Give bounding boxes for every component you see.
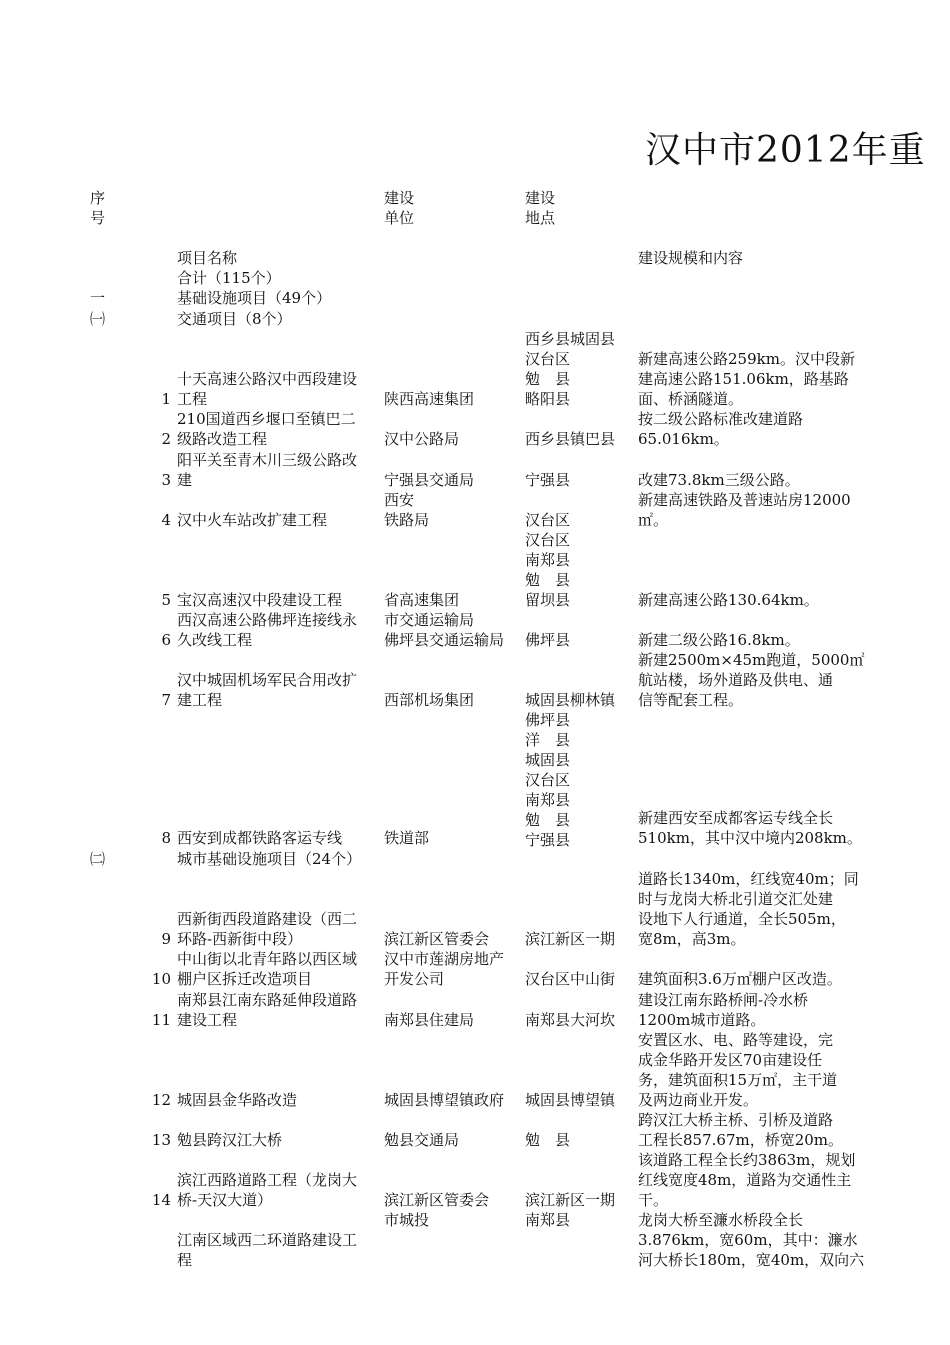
project-unit: 宁强县交通局 xyxy=(384,471,475,489)
row-number: 3 xyxy=(161,471,171,489)
project-unit: 滨江新区管委会 xyxy=(384,1191,490,1209)
header-name: 项目名称 xyxy=(177,249,238,267)
project-desc: 道路长1340m，红线宽40m；同 时与龙岗大桥北引道交汇处建 设地下人行通道，全长505m， 宽8m，高3m。 xyxy=(638,870,859,948)
project-unit: 滨江新区管委会 xyxy=(384,930,490,948)
project-location: 西乡县城固县 汉台区 勉 县 略阳县 xyxy=(525,330,616,408)
project-location: 西乡县镇巴县 xyxy=(525,430,616,448)
project-location: 汉台区 南郑县 勉 县 留坝县 xyxy=(525,531,571,609)
row-number: 14 xyxy=(151,1191,171,1209)
project-name: 汉中城固机场军民合用改扩 建工程 xyxy=(177,671,358,709)
project-location: 滨江新区一期 xyxy=(525,1191,616,1209)
row-number: 7 xyxy=(161,691,171,709)
project-name: 西安到成都铁路客运专线 xyxy=(177,829,343,847)
row-number: 4 xyxy=(161,511,171,529)
project-desc: 建设江南东路桥闸-冷水桥 1200m城市道路。 xyxy=(638,991,809,1029)
project-desc: 建筑面积3.6万㎡棚户区改造。 xyxy=(638,970,842,988)
row-number: 12 xyxy=(151,1091,171,1109)
project-location: 勉 县 xyxy=(525,1131,571,1149)
subsection-number: ㈠ xyxy=(90,310,106,328)
project-unit: 汉中市莲湖房地产 开发公司 xyxy=(384,950,505,988)
project-desc: 跨汉江大桥主桥、引桥及道路 工程长857.67m，桥宽20m。 xyxy=(638,1111,844,1149)
project-name: 210国道西乡堰口至镇巴二 级路改造工程 xyxy=(177,410,356,448)
section-number: 一 xyxy=(90,289,106,307)
subsection-number: ㈡ xyxy=(90,850,106,868)
row-number: 9 xyxy=(161,930,171,948)
project-desc: 改建73.8km三级公路。 xyxy=(638,471,800,489)
project-unit: 西部机场集团 xyxy=(384,691,475,709)
project-unit: 南郑县住建局 xyxy=(384,1011,475,1029)
project-location: 汉台区中山街 xyxy=(525,970,616,988)
project-location: 宁强县 xyxy=(525,471,571,489)
project-desc: 新建高速铁路及普速站房12000 ㎡。 xyxy=(638,491,851,529)
row-number: 13 xyxy=(151,1131,171,1149)
project-name: 汉中火车站改扩建工程 xyxy=(177,511,328,529)
page-title: 汉中市2012年重 xyxy=(645,130,926,171)
project-name: 西新街西段道路建设（西二 环路-西新街中段） xyxy=(177,910,358,948)
project-unit: 铁道部 xyxy=(384,829,430,847)
project-desc: 该道路工程全长约3863m，规划 红线宽度48m，道路为交通性主 干。 xyxy=(638,1151,856,1209)
project-location: 城固县柳林镇 xyxy=(525,691,616,709)
header-location: 建设 地点 xyxy=(525,189,556,227)
project-desc: 新建高速公路259km。汉中段新 建高速公路151.06km，路基路 面、桥涵隧道。 xyxy=(638,350,855,408)
project-location: 南郑县 xyxy=(525,1211,571,1229)
project-unit: 陕西高速集团 xyxy=(384,390,475,408)
project-desc: 按二级公路标准改建道路 65.016km。 xyxy=(638,410,804,448)
project-name: 中山街以北青年路以西区域 棚户区拆迁改造项目 xyxy=(177,950,358,988)
project-location: 南郑县大河坎 xyxy=(525,1011,616,1029)
row-number: 11 xyxy=(151,1011,171,1029)
row-number: 8 xyxy=(161,829,171,847)
project-unit: 城固县博望镇政府 xyxy=(384,1091,505,1109)
project-desc: 新建西安至成都客运专线全长 510km，其中汉中境内208km。 xyxy=(638,809,862,847)
total-row: 合计（115个） xyxy=(177,269,281,287)
project-name: 宝汉高速汉中段建设工程 xyxy=(177,591,343,609)
project-location: 滨江新区一期 xyxy=(525,930,616,948)
section-title: 基础设施项目（49个） xyxy=(177,289,332,307)
project-name: 滨江西路道路工程（龙岗大 桥-天汉大道） xyxy=(177,1171,358,1209)
project-desc: 龙岗大桥至濂水桥段全长 3.876km，宽60m，其中：濂水 河大桥长180m，宽40m，双向六 xyxy=(638,1211,865,1269)
project-unit: 市城投 xyxy=(384,1211,430,1229)
project-name: 南郑县江南东路延伸段道路 建设工程 xyxy=(177,991,358,1029)
project-unit: 西安 铁路局 xyxy=(384,491,430,529)
project-desc: 新建高速公路130.64km。 xyxy=(638,591,819,609)
project-name: 十天高速公路汉中西段建设 工程 xyxy=(177,370,358,408)
header-unit: 建设 单位 xyxy=(384,189,415,227)
subsection-title: 交通项目（8个） xyxy=(177,310,292,328)
project-desc: 新建二级公路16.8km。 xyxy=(638,631,800,649)
project-name: 西汉高速公路佛坪连接线永 久改线工程 xyxy=(177,611,358,649)
project-name: 城固县金华路改造 xyxy=(177,1091,298,1109)
project-unit: 市交通运输局 佛坪县交通运输局 xyxy=(384,611,505,649)
header-desc: 建设规模和内容 xyxy=(638,249,744,267)
row-number: 2 xyxy=(161,430,171,448)
project-location: 佛坪县 洋 县 城固县 汉台区 南郑县 勉 县 宁强县 xyxy=(525,711,571,849)
header-seq: 序 号 xyxy=(90,189,106,227)
project-location: 城固县博望镇 xyxy=(525,1091,616,1109)
row-number: 6 xyxy=(161,631,171,649)
row-number: 1 xyxy=(161,390,171,408)
row-number: 5 xyxy=(161,591,171,609)
project-location: 佛坪县 xyxy=(525,631,571,649)
project-name: 阳平关至青木川三级公路改 建 xyxy=(177,451,358,489)
subsection-title: 城市基础设施项目（24个） xyxy=(177,850,362,868)
project-name: 江南区域西二环道路建设工 程 xyxy=(177,1231,358,1269)
project-unit: 勉县交通局 xyxy=(384,1131,460,1149)
project-name: 勉县跨汉江大桥 xyxy=(177,1131,283,1149)
project-unit: 汉中公路局 xyxy=(384,430,460,448)
project-unit: 省高速集团 xyxy=(384,591,460,609)
project-location: 汉台区 xyxy=(525,511,571,529)
row-number: 10 xyxy=(151,970,171,988)
project-desc: 新建2500m×45m跑道，5000㎡ 航站楼，场外道路及供电、通 信等配套工程。 xyxy=(638,651,865,709)
project-desc: 安置区水、电、路等建设，完 成金华路开发区70亩建设任 务，建筑面积15万㎡，主干道 及两边商业开发。 xyxy=(638,1031,838,1109)
